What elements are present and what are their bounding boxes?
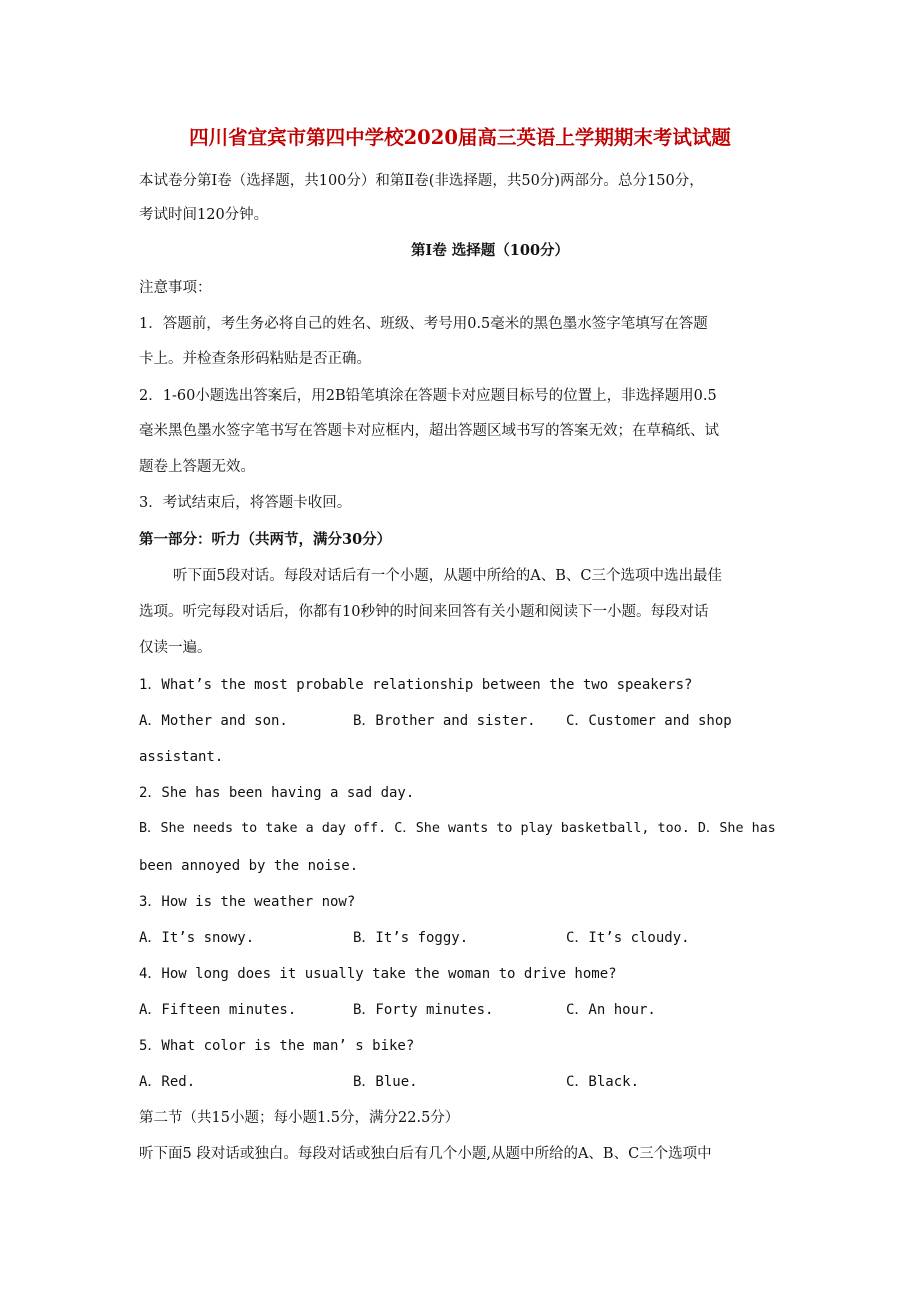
note-line-4: 毫米黑色墨水签字笔书写在答题卡对应框内，超出答题区域书写的答案无效；在草稿纸、试 [139, 423, 719, 439]
q5-option-b: B．Blue. [353, 1074, 418, 1090]
section1-heading: 第Ⅰ卷 选择题（100分） [410, 242, 570, 259]
question-5-options [139, 1072, 779, 1092]
note-line-1: 1．答题前，考生务必将自己的姓名、班级、考号用0.5毫米的黑色墨水签字笔填写在答题 [139, 316, 708, 332]
document-title: 四川省宜宾市第四中学校2020届高三英语上学期期末考试试题 [189, 126, 731, 149]
q1-option-b: B．Brother and sister. [353, 713, 536, 729]
notes-heading: 注意事项： [139, 280, 212, 296]
part1-heading: 第一部分：听力（共两节，满分30分） [139, 531, 392, 548]
part1-intro-line-3: 仅读一遍。 [139, 640, 212, 656]
question-1-options [139, 711, 779, 731]
question-3: 3．How is the weather now? [139, 894, 356, 910]
question-2: 2．She has been having a sad day. [139, 785, 415, 801]
section2-heading: 第二节（共15小题；每小题1.5分，满分22.5分） [139, 1110, 460, 1126]
q5-option-a: A．Red. [139, 1074, 196, 1090]
question-1: 1．What’s the most probable relationship between the two speakers? [139, 677, 693, 693]
q1-option-a: A．Mother and son. [139, 713, 288, 729]
question-2-line-3: been annoyed by the noise. [139, 858, 359, 874]
question-2-line-2: B．She needs to take a day off. C．She wants to play basketball, too. D．She has [139, 821, 776, 836]
part1-intro-line-1: 听下面5段对话。每段对话后有一个小题，从题中所给的A、B、C三个选项中选出最佳 [173, 568, 722, 584]
part1-intro-line-2: 选项。听完每段对话后，你都有10秒钟的时间来回答有关小题和阅读下一小题。每段对话 [139, 604, 709, 620]
q3-option-c: C．It’s cloudy. [566, 930, 690, 946]
question-5: 5．What color is the man’ s bike? [139, 1038, 415, 1054]
intro-line-1: 本试卷分第Ⅰ卷（选择题，共100分）和第Ⅱ卷(非选择题，共50分)两部分。总分150分， [139, 173, 704, 189]
q4-option-c: C．An hour. [566, 1002, 656, 1018]
q5-option-c: C．Black. [566, 1074, 640, 1090]
question-4-options [139, 1000, 779, 1020]
q1-option-c: C．Customer and shop [566, 713, 732, 729]
note-line-2: 卡上。并检查条形码粘贴是否正确。 [139, 351, 371, 367]
q4-option-b: B．Forty minutes. [353, 1002, 494, 1018]
q3-option-a: A．It’s snowy. [139, 930, 255, 946]
note-line-5: 题卷上答题无效。 [139, 459, 255, 475]
note-line-6: 3．考试结束后，将答题卡收回。 [139, 495, 352, 511]
q4-option-a: A．Fifteen minutes. [139, 1002, 297, 1018]
question-3-options [139, 928, 779, 948]
question-4: 4．How long does it usually take the woman to drive home? [139, 966, 617, 982]
intro-line-2: 考试时间120分钟。 [139, 207, 269, 223]
note-line-3: 2．1-60小题选出答案后，用2B铅笔填涂在答题卡对应题目标号的位置上，非选择题用0.5 [139, 388, 717, 404]
section2-intro: 听下面5 段对话或独白。每段对话或独白后有几个小题,从题中所给的A、B、C三个选项中 [139, 1146, 712, 1162]
q1-option-c-continued: assistant. [139, 749, 224, 765]
q3-option-b: B．It’s foggy. [353, 930, 469, 946]
